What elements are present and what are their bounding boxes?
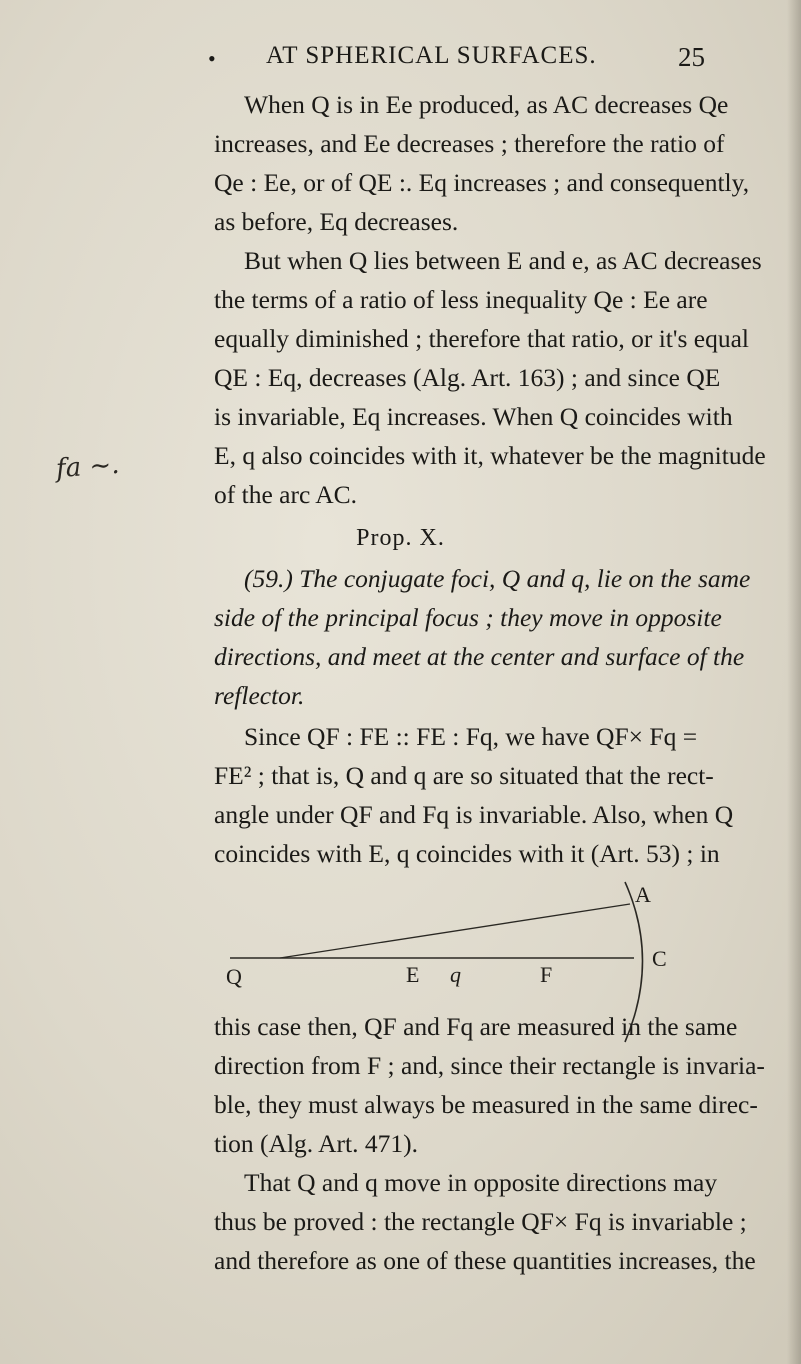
header-title: AT SPHERICAL SURFACES. bbox=[266, 42, 597, 69]
body-line: equally diminished ; therefore that ratio, or it's equal bbox=[214, 324, 749, 353]
body-line: of the arc AC. bbox=[214, 480, 358, 509]
label-c: C bbox=[652, 946, 667, 971]
body-line: When Q is in Ee produced, as AC decreases Qe bbox=[244, 90, 729, 119]
body-line: angle under QF and Fq is invariable. Also, when Q bbox=[214, 800, 734, 829]
page-number: 25 bbox=[678, 42, 705, 72]
body-line: But when Q lies between E and e, as AC decreases bbox=[244, 246, 762, 275]
body-line: tion (Alg. Art. 471). bbox=[214, 1129, 418, 1158]
body-line: as before, Eq decreases. bbox=[214, 207, 459, 236]
body-line: Qe : Ee, or of QE :. Eq increases ; and consequently, bbox=[214, 168, 750, 197]
body-line: FE² ; that is, Q and q are so situated that the rect- bbox=[214, 761, 714, 790]
body-line: That Q and q move in opposite directions may bbox=[244, 1168, 718, 1197]
label-q-lower: q bbox=[450, 962, 461, 987]
prop-line: directions, and meet at the center and surface of the bbox=[214, 642, 745, 671]
page-edge-shadow bbox=[787, 0, 801, 1364]
body-line: this case then, QF and Fq are measured in the same bbox=[214, 1012, 738, 1041]
label-f: F bbox=[540, 962, 553, 987]
body-line: Since QF : FE :: FE : Fq, we have QF× Fq = bbox=[244, 722, 698, 751]
body-line: and therefore as one of these quantities increases, the bbox=[214, 1246, 756, 1275]
prop-line: (59.) The conjugate foci, Q and q, lie on the same bbox=[244, 564, 751, 593]
ray-line bbox=[280, 904, 630, 958]
prop-heading: Prop. X. bbox=[356, 525, 445, 551]
body-line: E, q also coincides with it, whatever be the magnitude bbox=[214, 441, 766, 470]
body-line: direction from F ; and, since their rectangle is invaria- bbox=[214, 1051, 765, 1080]
body-line: QE : Eq, decreases (Alg. Art. 163) ; and since QE bbox=[214, 363, 721, 392]
label-e: E bbox=[406, 962, 420, 987]
body-line: increases, and Ee decreases ; therefore the ratio of bbox=[214, 129, 725, 158]
body-line: the terms of a ratio of less inequality Qe : Ee are bbox=[214, 285, 708, 314]
label-a: A bbox=[635, 882, 651, 907]
body-line: ble, they must always be measured in the same direc- bbox=[214, 1090, 758, 1119]
handwritten-margin-note: fa ~. bbox=[55, 449, 121, 485]
label-q-upper: Q bbox=[226, 964, 242, 989]
prop-line: reflector. bbox=[214, 681, 305, 710]
running-header bbox=[0, 42, 801, 82]
body-line: coincides with E, q coincides with it (Art. 53) ; in bbox=[214, 839, 720, 868]
body-line: is invariable, Eq increases. When Q coincides with bbox=[214, 402, 733, 431]
prop-line: side of the principal focus ; they move in opposite bbox=[214, 603, 722, 632]
body-line: thus be proved : the rectangle QF× Fq is invariable ; bbox=[214, 1207, 747, 1236]
header-dot: • bbox=[208, 46, 216, 71]
